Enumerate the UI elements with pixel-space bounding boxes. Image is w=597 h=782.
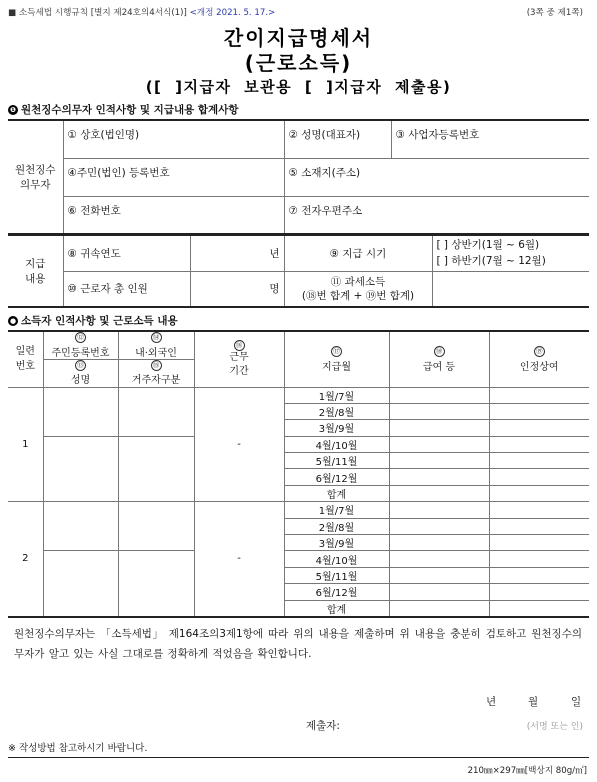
nationality-cell[interactable] [118,387,194,436]
email-field[interactable]: ⑦ 전자우편주소 [284,196,589,234]
payment-label: 지급 내용 [8,235,63,307]
bonus-cell[interactable] [489,584,589,600]
bonus-cell[interactable] [489,387,589,403]
bonus-cell[interactable] [489,535,589,551]
section2-number: ● [9,317,17,325]
salary-cell[interactable] [389,387,489,403]
month-label: 2월/8월 [284,403,389,419]
salary-cell[interactable] [389,567,489,583]
nationality-header: ⑭ 내·외국인 [118,331,194,359]
total-label: 합계 [284,600,389,617]
withholder-label: 원천징수 의무자 [8,120,63,234]
page-indicator: (3쪽 중 제1쪽) [526,8,583,18]
form-header [8,6,589,20]
month-label: 2월/8월 [284,518,389,534]
name-cell[interactable] [43,551,118,617]
bonus-cell[interactable] [489,436,589,452]
date-year[interactable]: 년 [486,696,497,708]
bonus-cell[interactable] [489,420,589,436]
revision-date: <개정 2021. 5. 17.> [189,8,276,18]
bonus-cell[interactable] [489,469,589,485]
residency-header: ⑮ 거주자구분 [118,359,194,387]
salary-cell[interactable] [389,584,489,600]
serial-number-cell: 2 [8,502,43,617]
second-half-checkbox[interactable]: [ ] 하반기(7월 ~ 12월) [436,255,546,268]
table-row [8,436,589,452]
salary-cell[interactable] [389,469,489,485]
name-header: ⑬ 성명 [43,359,118,387]
total-label: 합계 [284,485,389,501]
payment-period-label: ⑨ 지급 시기 [284,235,432,271]
month-label: 3월/9월 [284,535,389,551]
phone-field[interactable]: ⑥ 전화번호 [63,196,284,234]
date-month[interactable]: 월 [528,696,539,708]
bonus-cell[interactable] [489,485,589,501]
recognized-bonus-header: ⑲ 인정상여 [489,331,589,387]
bottom-divider [8,757,589,758]
bonus-cell[interactable] [489,453,589,469]
work-period-header: ⑯ 근무 기간 [194,331,284,387]
resident-number-header: ⑫ 주민등록번호 [43,331,118,359]
registration-number-field[interactable]: ④주민(법인) 등록번호 [63,158,284,196]
taxable-income-field[interactable] [432,271,589,307]
month-label: 6월/12월 [284,469,389,485]
representative-field[interactable]: ② 성명(대표자) [284,120,391,158]
form-reference: ■ 소득세법 시행규칙 [별지 제24호의4서식(1)] <개정 2021. 5. 17.> [8,8,276,18]
section2-title: ● 소득자 인적사항 및 근로소득 내용 [9,315,178,327]
attribution-year-label: ⑧ 귀속연도 [63,235,190,271]
address-field[interactable]: ⑤ 소재지(주소) [284,158,589,196]
salary-cell[interactable] [389,518,489,534]
salary-cell[interactable] [389,420,489,436]
first-half-checkbox[interactable]: [ ] 상반기(1월 ~ 6월) [436,239,540,252]
income-detail-table [8,330,589,618]
serial-number-header: 일련 번호 [8,331,43,387]
bonus-cell[interactable] [489,600,589,617]
payment-info-table [8,234,589,308]
payment-half-options[interactable] [432,235,589,271]
salary-cell[interactable] [389,403,489,419]
copy-type: ([ ]지급자 보관용 [ ]지급자 제출용) [145,78,452,96]
month-label: 6월/12월 [284,584,389,600]
month-label: 3월/9월 [284,420,389,436]
month-label: 1월/7월 [284,387,389,403]
work-period-cell[interactable]: - [194,387,284,502]
company-name-field[interactable]: ① 상호(법인명) [63,120,284,158]
name-cell[interactable] [43,436,118,502]
section1-number: ❶ [8,105,18,115]
business-number-field[interactable]: ③ 사업자등록번호 [391,120,589,158]
bonus-cell[interactable] [489,551,589,567]
month-label: 5월/11월 [284,453,389,469]
bonus-cell[interactable] [489,567,589,583]
month-label: 4월/10월 [284,436,389,452]
salary-cell[interactable] [389,436,489,452]
total-workers-field[interactable]: 명 [190,271,284,307]
salary-cell[interactable] [389,453,489,469]
salary-cell[interactable] [389,551,489,567]
resident-number-cell[interactable] [43,502,118,551]
bonus-cell[interactable] [489,518,589,534]
month-label: 1월/7월 [284,502,389,518]
bonus-cell[interactable] [489,502,589,518]
instruction-note: ※ 작성방법 참고하시기 바랍니다. [8,743,148,754]
declaration-text: 원천징수의무자는 「소득세법」 제164조의3제1항에 따라 위의 내용을 제출하며 위 내용을 충분히 검토하고 원천징수의무자가 알고 있는 사실 그대로를 정확하게 적었음을 확인합니다. [14,628,582,660]
salary-header: ⑱ 급여 등 [389,331,489,387]
taxable-income-label: ⑪ 과세소득 (⑱번 합계 + ⑲번 합계) [284,271,432,307]
form-title: 간이지급명세서 [223,26,374,50]
nationality-cell[interactable] [118,502,194,551]
withholder-info-table [8,119,589,235]
form-subtitle: (근로소득) [244,51,353,75]
salary-cell[interactable] [389,535,489,551]
salary-cell[interactable] [389,600,489,617]
table-row [8,387,589,403]
total-workers-label: ⑩ 근로자 총 인원 [63,271,190,307]
month-label: 4월/10월 [284,551,389,567]
table-row [8,551,589,567]
bonus-cell[interactable] [489,403,589,419]
date-day[interactable]: 일 [571,696,582,708]
serial-number-cell: 1 [8,387,43,502]
attribution-year-field[interactable]: 년 [190,235,284,271]
work-period-cell[interactable]: - [194,502,284,617]
submitter-label: 제출자: [306,720,340,732]
paper-spec: 210㎜×297㎜[백상지 80g/㎡] [467,766,587,776]
residency-cell[interactable] [118,551,194,617]
salary-cell[interactable] [389,485,489,501]
section1-title: ❶ 원천징수의무자 인적사항 및 지급내용 합계사항 [8,102,238,117]
payment-month-header: ⑰ 지급월 [284,331,389,387]
residency-cell[interactable] [118,436,194,502]
resident-number-cell[interactable] [43,387,118,436]
month-label: 5월/11월 [284,567,389,583]
table-row [8,502,589,518]
signature-field[interactable]: (서명 또는 인) [526,722,583,732]
salary-cell[interactable] [389,502,489,518]
